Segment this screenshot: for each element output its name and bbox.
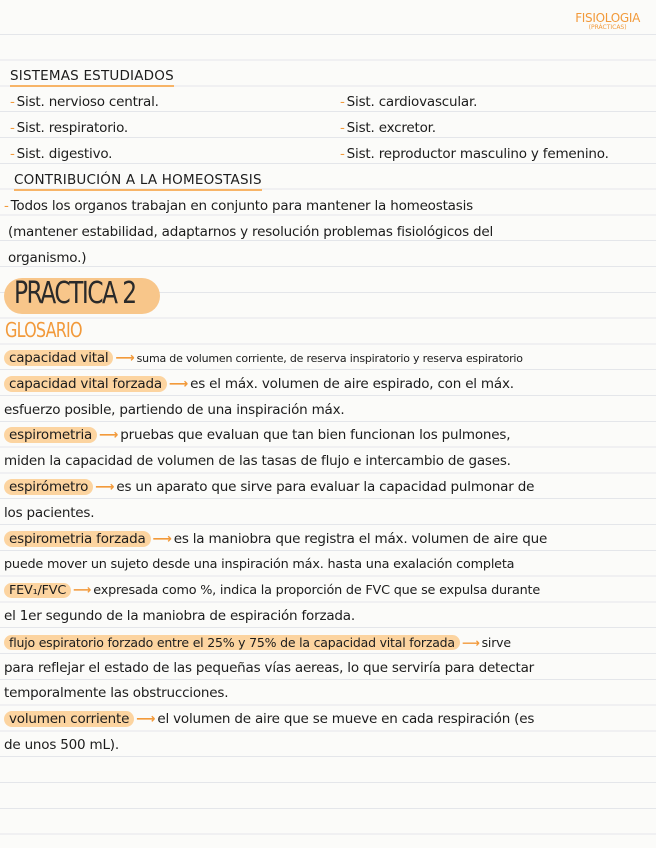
glossary-term: espirometria forzada bbox=[4, 531, 151, 547]
arrow-icon: ⟶ bbox=[73, 583, 92, 599]
list-item: - Sist. reproductor masculino y femenino. bbox=[340, 145, 609, 162]
glossary-term: capacidad vital bbox=[4, 350, 113, 366]
glossary-entry: flujo espiratorio forzado entre el 25% y 75% de la capacidad vital forzada ⟶ sirve para reflejar el estado de las pequeñas vías aereas, lo que serviría para detectar temporalmente las obstrucciones. bbox=[4, 634, 534, 702]
glossary-entry: capacidad vital forzada ⟶ es el máx. volumen de aire espirado, con el máx. esfuerzo posible, partiendo de una inspiración máx. bbox=[4, 375, 514, 418]
glossary-entry: espirómetro ⟶ es un aparato que sirve para evaluar la capacidad pulmonar de los pacientes. bbox=[4, 478, 535, 521]
homeostasis-title: CONTRIBUCIÓN A LA HOMEOSTASIS bbox=[14, 168, 262, 194]
glossary-term: espirometria bbox=[4, 427, 97, 443]
glossary-list bbox=[4, 346, 654, 759]
subject-title: FISIOLOGIA bbox=[575, 11, 640, 25]
glossary-term: capacidad vital forzada bbox=[4, 376, 167, 392]
list-item: - Sist. nervioso central. bbox=[10, 94, 159, 110]
subject-subtitle: (PRÁCTICAS) bbox=[588, 24, 627, 31]
list-item: - Sist. respiratorio. bbox=[10, 119, 129, 136]
systems-left-list bbox=[10, 90, 159, 167]
subject-header bbox=[575, 12, 640, 31]
glossary-entry: capacidad vital ⟶ suma de volumen corriente, de reserva inspiratorio y reserva espiratorio bbox=[4, 346, 654, 372]
glossary-title: GLOSARIO bbox=[5, 318, 82, 342]
arrow-icon: ⟶ bbox=[152, 530, 172, 547]
arrow-icon: ⟶ bbox=[115, 350, 135, 366]
glossary-entry: FEV₁/FVC ⟶ expresada como %, indica la proporción de FVC que se expulsa durante el 1er segundo de la maniobra de espiración forzada. bbox=[4, 583, 541, 624]
arrow-icon: ⟶ bbox=[168, 375, 189, 392]
systems-title: SISTEMAS ESTUDIADOS bbox=[10, 64, 174, 90]
arrow-icon: ⟶ bbox=[461, 634, 480, 650]
glossary-term: FEV₁/FVC bbox=[4, 583, 71, 598]
arrow-icon: ⟶ bbox=[136, 711, 156, 728]
arrow-icon: ⟶ bbox=[99, 427, 119, 444]
glossary-entry: espirometria ⟶ pruebas que evaluan que tan bien funcionan los pulmones, miden la capacidad de volumen de las tasas de flujo e intercambio de gases. bbox=[4, 427, 511, 470]
list-item: - Sist. cardiovascular. bbox=[340, 94, 478, 110]
glossary-entry: espirometria forzada ⟶ es la maniobra que registra el máx. volumen de aire que puede mover un sujeto desde una inspiración máx. hasta una exalación completa bbox=[4, 530, 548, 573]
arrow-icon: ⟶ bbox=[95, 478, 115, 495]
list-item: - Sist. digestivo. bbox=[10, 145, 113, 162]
systems-right-list bbox=[340, 90, 609, 167]
practice-title: PRACTICA 2 bbox=[14, 276, 136, 311]
glossary-term: flujo espiratorio forzado entre el 25% y 75% de la capacidad vital forzada bbox=[4, 635, 460, 650]
glossary-term: volumen corriente bbox=[4, 711, 134, 727]
glossary-term: espirómetro bbox=[4, 479, 93, 495]
homeostasis-text: - Todos los organos trabajan en conjunto para mantener la homeostasis (mantener estabilidad, adaptarnos y resolución problemas fisiológicos del organismo.) bbox=[4, 198, 494, 266]
list-item: - Sist. excretor. bbox=[340, 119, 436, 136]
glossary-entry: volumen corriente ⟶ el volumen de aire que se mueve en cada respiración (es de unos 500 mL). bbox=[4, 711, 535, 753]
